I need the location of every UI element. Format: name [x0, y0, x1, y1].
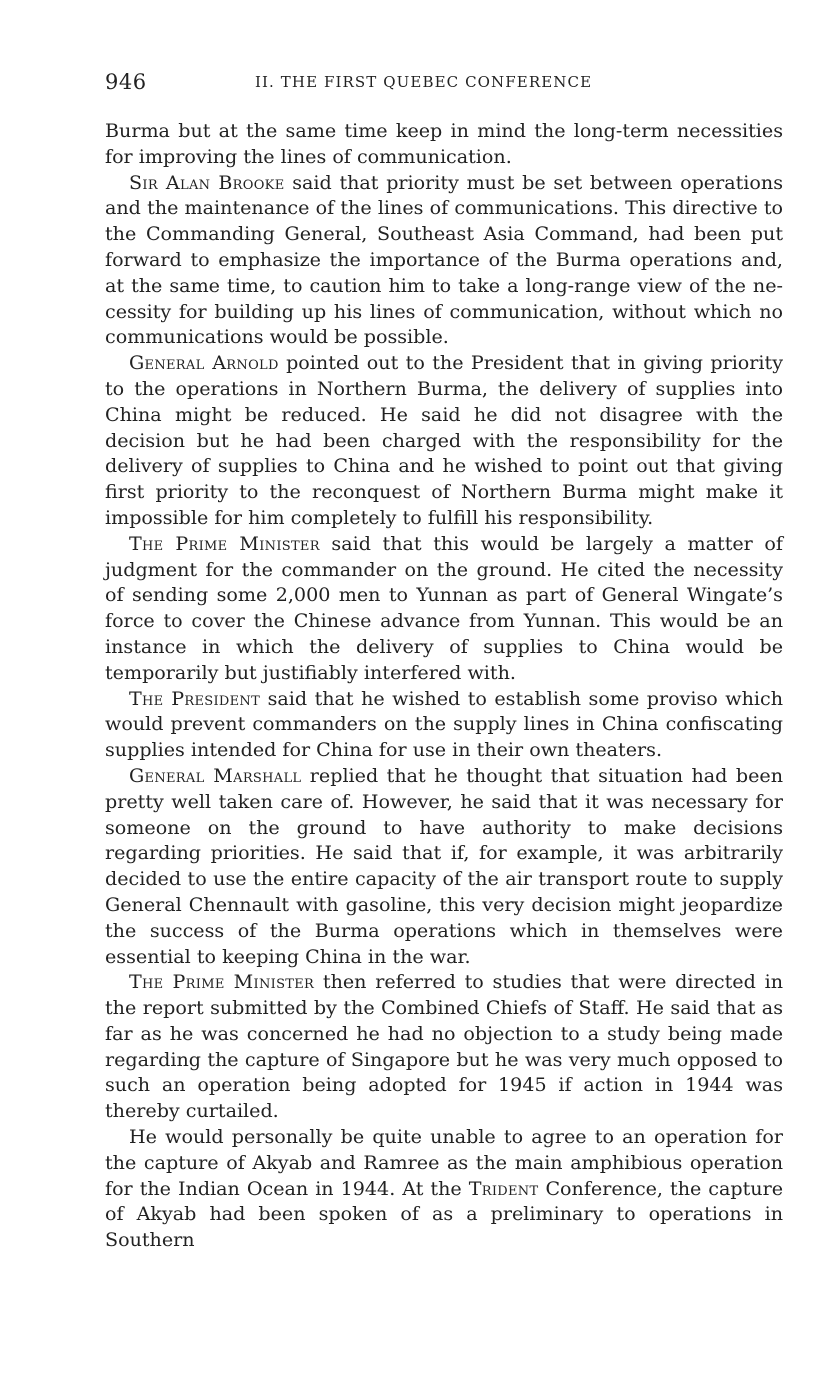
- paragraph: [105, 1124, 783, 1253]
- speaker-name: General Arnold: [129, 351, 279, 375]
- paragraph-text: He would personally be quite unable to agree to an operation for the capture of Akyab and Ramree as the main amphibious operation for the Indian Ocean in 1944. At the: [105, 1125, 783, 1200]
- paragraph-text: said that he wished to establish some proviso which would prevent commanders on the supply lines in China confiscating supplies intended for China for use in their own theaters.: [105, 686, 783, 762]
- paragraph-text: then referred to studies that were directed in the report submitted by the Combined Chiefs of Staff. He said that as far as he was concerned he had no objection to a study being made regarding the capture of Singapore but he was very much opposed to such an operation being adopted for 1945 if action in 1944 was thereby curtailed.: [105, 970, 783, 1123]
- page-number: 946: [105, 70, 147, 94]
- paragraph: [105, 686, 783, 763]
- paragraph-text: said that priority must be set between operations and the maintenance of the lines of communications. This directive to the Commanding General, Southeast Asia Command, had been put forward to emphasize the importance of the Burma operations and, at the same time, to caution him to take a long-range view of the necessity for building up his lines of communication, without which no communications would be possible.: [105, 170, 783, 349]
- paragraph: [105, 531, 783, 686]
- paragraph-text: Burma but at the same time keep in mind the long-term necessities for improving the lines of communication.: [105, 119, 783, 168]
- paragraph: [105, 118, 783, 170]
- speaker-name: The Prime Minister: [129, 531, 320, 555]
- paragraph: [105, 763, 783, 969]
- paragraph: [105, 350, 783, 531]
- paragraph-text: Conference, the capture of Akyab had been spoken of as a preliminary to operations in Southern: [105, 1176, 784, 1252]
- conference-name: Trident: [468, 1176, 539, 1200]
- paragraph-text: pointed out to the President that in giving priority to the operations in Northern Burma, the delivery of supplies into China might be reduced. He said he did not disagree with the decision but he had been charged with the responsibility for the delivery of supplies to China and he wished to point out that giving first priority to the reconquest of Northern Burma might make it impossible for him completely to fulfill his responsibility.: [105, 351, 783, 529]
- speaker-name: The President: [129, 686, 261, 710]
- speaker-name: Sir Alan Brooke: [129, 170, 285, 194]
- body-text: [105, 118, 783, 1253]
- paragraph: [105, 969, 783, 1124]
- paragraph-text: said that this would be largely a matter of judgment for the commander on the ground. He cited the necessity of sending some 2,000 men to Yunnan as part of General Wingate’s force to cover the Chinese advance from Yunnan. This would be an instance in which the delivery of supplies to China would be temporarily but justifiably interfered with.: [105, 531, 783, 684]
- speaker-name: The Prime Minister: [129, 970, 315, 994]
- paragraph-text: replied that he thought that situation had been pretty well taken care of. However, he said that it was necessary for someone on the ground to have authority to make decisions regarding priorities. He said that if, for example, it was arbitrarily decided to use the entire capacity of the air transport route to supply General Chennault with gasoline, this very decision might jeopardize the success of the Burma operations which in themselves were essential to keeping China in the war.: [105, 763, 783, 968]
- paragraph: [105, 170, 783, 351]
- running-head: [105, 70, 783, 98]
- chapter-title: II. THE FIRST QUEBEC CONFERENCE: [255, 73, 593, 91]
- speaker-name: General Marshall: [129, 763, 302, 787]
